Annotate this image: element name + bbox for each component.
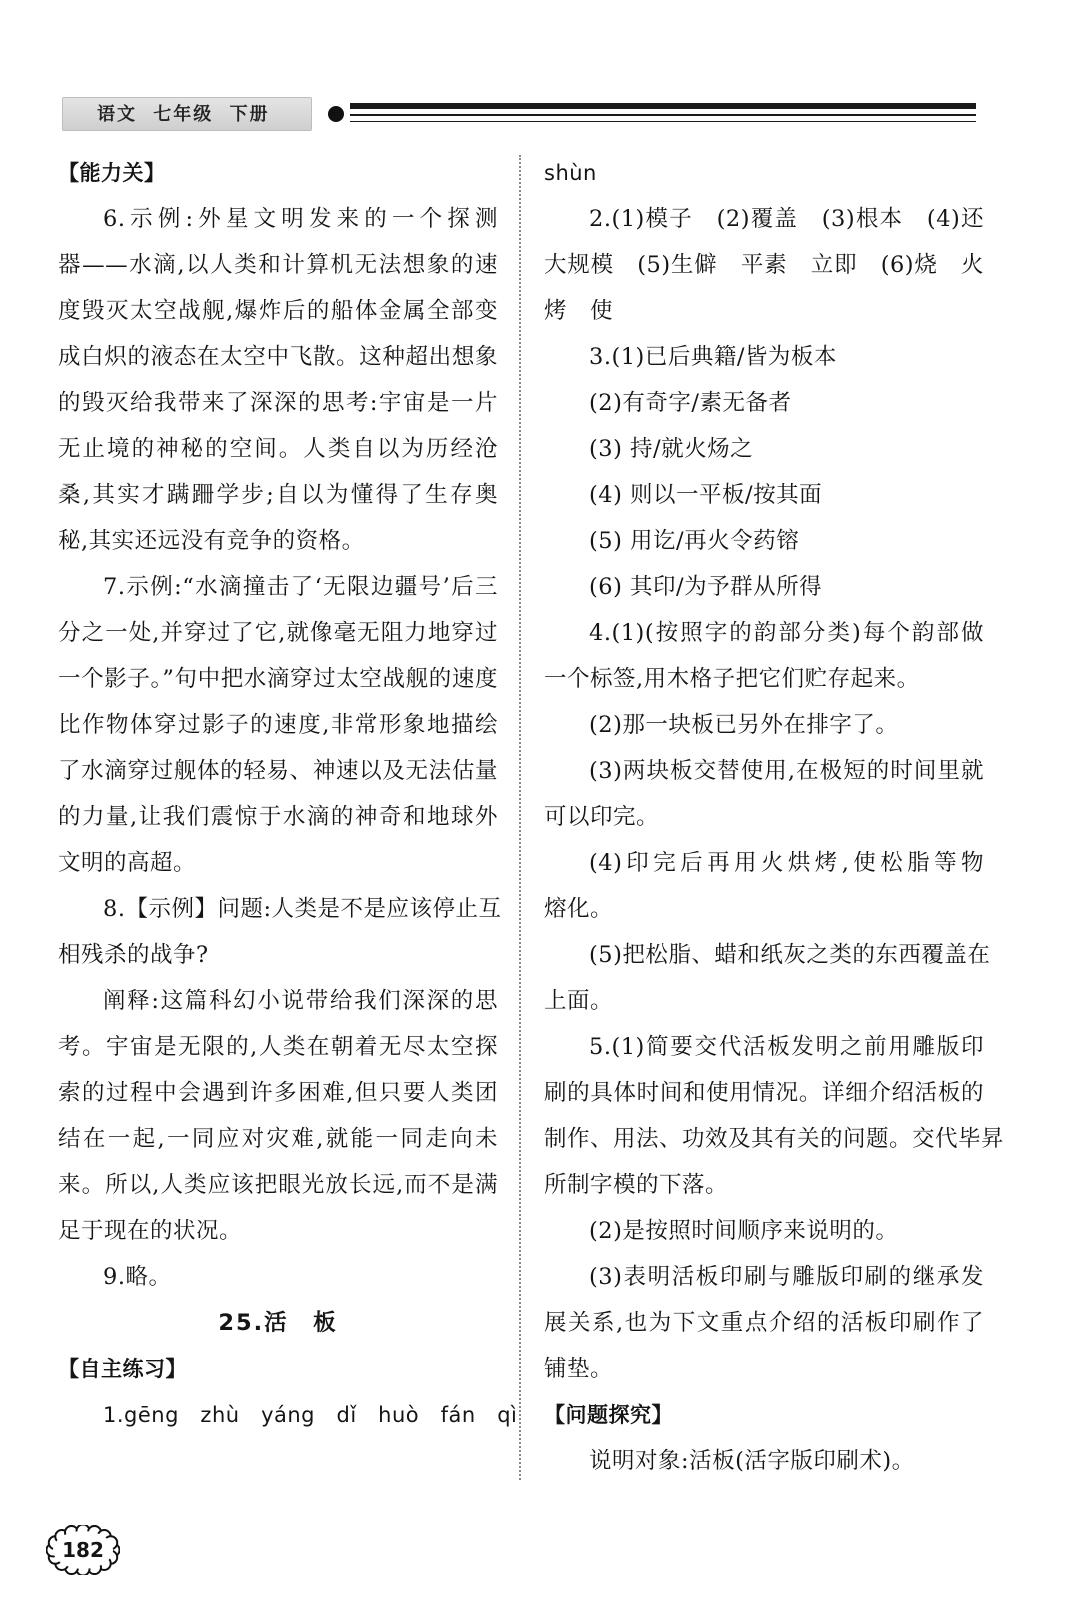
header-subject: 语文 xyxy=(97,104,137,125)
answer-line: 相残杀的战争? xyxy=(58,942,209,968)
answer-line: 成白炽的液态在太空中飞散。这种超出想象 xyxy=(58,344,498,370)
header-rule-thick xyxy=(350,103,976,109)
answer-line: 展关系,也为下文重点介绍的活板印刷作了 xyxy=(544,1310,984,1336)
answer-line: 分之一处,并穿过了它,就像毫无阻力地穿过 xyxy=(58,620,498,646)
answer-line: 桑,其实才蹒跚学步;自以为懂得了生存奥 xyxy=(58,482,498,508)
answer-line: 可以印完。 xyxy=(544,804,660,830)
answer-line: 考。宇宙是无限的,人类在朝着无尽太空探 xyxy=(58,1034,498,1060)
answer-line: 说明对象:活板(活字版印刷术)。 xyxy=(589,1448,915,1474)
answer-line: 5.(1)简要交代活板发明之前用雕版印 xyxy=(589,1034,984,1060)
answer-line: 文明的高超。 xyxy=(58,850,197,876)
answer-line: 4.(1)(按照字的韵部分类)每个韵部做 xyxy=(589,620,984,646)
answer-line: 熔化。 xyxy=(544,896,614,922)
header-rule-medium xyxy=(350,114,976,116)
answer-line: (3)表明活板印刷与雕版印刷的继承发 xyxy=(589,1264,984,1290)
left-column xyxy=(58,150,518,1438)
column-divider xyxy=(519,155,521,1480)
answer-line: 阐释:这篇科幻小说带给我们深深的思 xyxy=(103,988,498,1014)
answer-line: 烤 使 xyxy=(544,298,614,324)
answer-line: 的力量,让我们震惊于水滴的神奇和地球外 xyxy=(58,804,498,830)
answer-line: 度毁灭太空战舰,爆炸后的船体金属全部变 xyxy=(58,298,498,324)
answer-line: (2)有奇字/素无备者 xyxy=(589,390,792,416)
pinyin-answer-line: 1.gēng zhù yáng dǐ huò fán qì xyxy=(103,1403,518,1427)
answer-line: 刷的具体时间和使用情况。详细介绍活板的 xyxy=(544,1080,984,1106)
section-heading: 【能力关】 xyxy=(58,161,166,185)
answer-line: (3)两块板交替使用,在极短的时间里就 xyxy=(589,758,984,784)
answer-line: 3.(1)已后典籍/皆为板本 xyxy=(589,344,837,370)
answer-line: (2)是按照时间顺序来说明的。 xyxy=(589,1218,899,1244)
page-number: 182 xyxy=(62,1538,104,1562)
header-volume: 下册 xyxy=(229,104,270,125)
answer-line: (5)把松脂、蜡和纸灰之类的东西覆盖在 xyxy=(589,942,991,968)
answer-line: (2)那一块板已另外在排字了。 xyxy=(589,712,899,738)
answer-line: 7.示例:“水滴撞击了‘无限边疆号’后三 xyxy=(103,574,498,600)
page-number-badge xyxy=(46,1525,120,1575)
answer-line: 索的过程中会遇到许多困难,但只要人类团 xyxy=(58,1080,498,1106)
pinyin-answer-line: shùn xyxy=(544,161,597,185)
answer-line: 的毁灭给我带来了深深的思考:宇宙是一片 xyxy=(58,390,498,416)
answer-line: 上面。 xyxy=(544,988,614,1014)
section-heading: 【问题探究】 xyxy=(544,1403,673,1427)
answer-line: (3) 持/就火炀之 xyxy=(589,436,754,462)
answer-line: 比作物体穿过影子的速度,非常形象地描绘 xyxy=(58,712,498,738)
header-tab xyxy=(62,97,312,131)
answer-line: 器——水滴,以人类和计算机无法想象的速 xyxy=(58,252,498,278)
answer-line: 足于现在的状况。 xyxy=(58,1218,243,1244)
answer-line: 一个标签,用木格子把它们贮存起来。 xyxy=(544,666,920,692)
answer-line: (5) 用讫/再火令药镕 xyxy=(589,528,800,554)
answer-line: 无止境的神秘的空间。人类自以为历经沧 xyxy=(58,436,498,462)
answer-line: 9.略。 xyxy=(103,1264,172,1290)
answer-line: 所制字模的下落。 xyxy=(544,1172,729,1198)
answer-line: 来。所以,人类应该把眼光放长远,而不是满 xyxy=(58,1172,498,1198)
header-dot-ornament xyxy=(328,106,344,122)
answer-line: (4) 则以一平板/按其面 xyxy=(589,482,823,508)
answer-line: 8.【示例】问题:人类是不是应该停止互 xyxy=(103,896,502,922)
answer-line: (4)印完后再用火烘烤,使松脂等物 xyxy=(589,850,984,876)
answer-line: 了水滴穿过舰体的轻易、神速以及无法估量 xyxy=(58,758,498,784)
answer-line: 6.示例:外星文明发来的一个探测 xyxy=(103,206,498,232)
header-grade: 七年级 xyxy=(153,104,214,125)
answer-line: (6) 其印/为予群从所得 xyxy=(589,574,823,600)
section-heading: 【自主练习】 xyxy=(58,1357,187,1381)
answer-line: 铺垫。 xyxy=(544,1356,614,1382)
answer-line: 制作、用法、功效及其有关的问题。交代毕昇 xyxy=(544,1126,1005,1152)
answer-line: 一个影子。”句中把水滴穿过太空战舰的速度 xyxy=(58,666,498,692)
answer-line: 大规模 (5)生僻 平素 立即 (6)烧 火 xyxy=(544,252,984,278)
lesson-title: 25.活 板 xyxy=(218,1310,338,1336)
answer-line: 2.(1)模子 (2)覆盖 (3)根本 (4)还 xyxy=(589,206,984,232)
answer-line: 结在一起,一同应对灾难,就能一同走向未 xyxy=(58,1126,498,1152)
header-rule-thin xyxy=(350,121,976,122)
right-column xyxy=(544,150,1005,1484)
answer-line: 秘,其实还远没有竞争的资格。 xyxy=(58,528,365,554)
